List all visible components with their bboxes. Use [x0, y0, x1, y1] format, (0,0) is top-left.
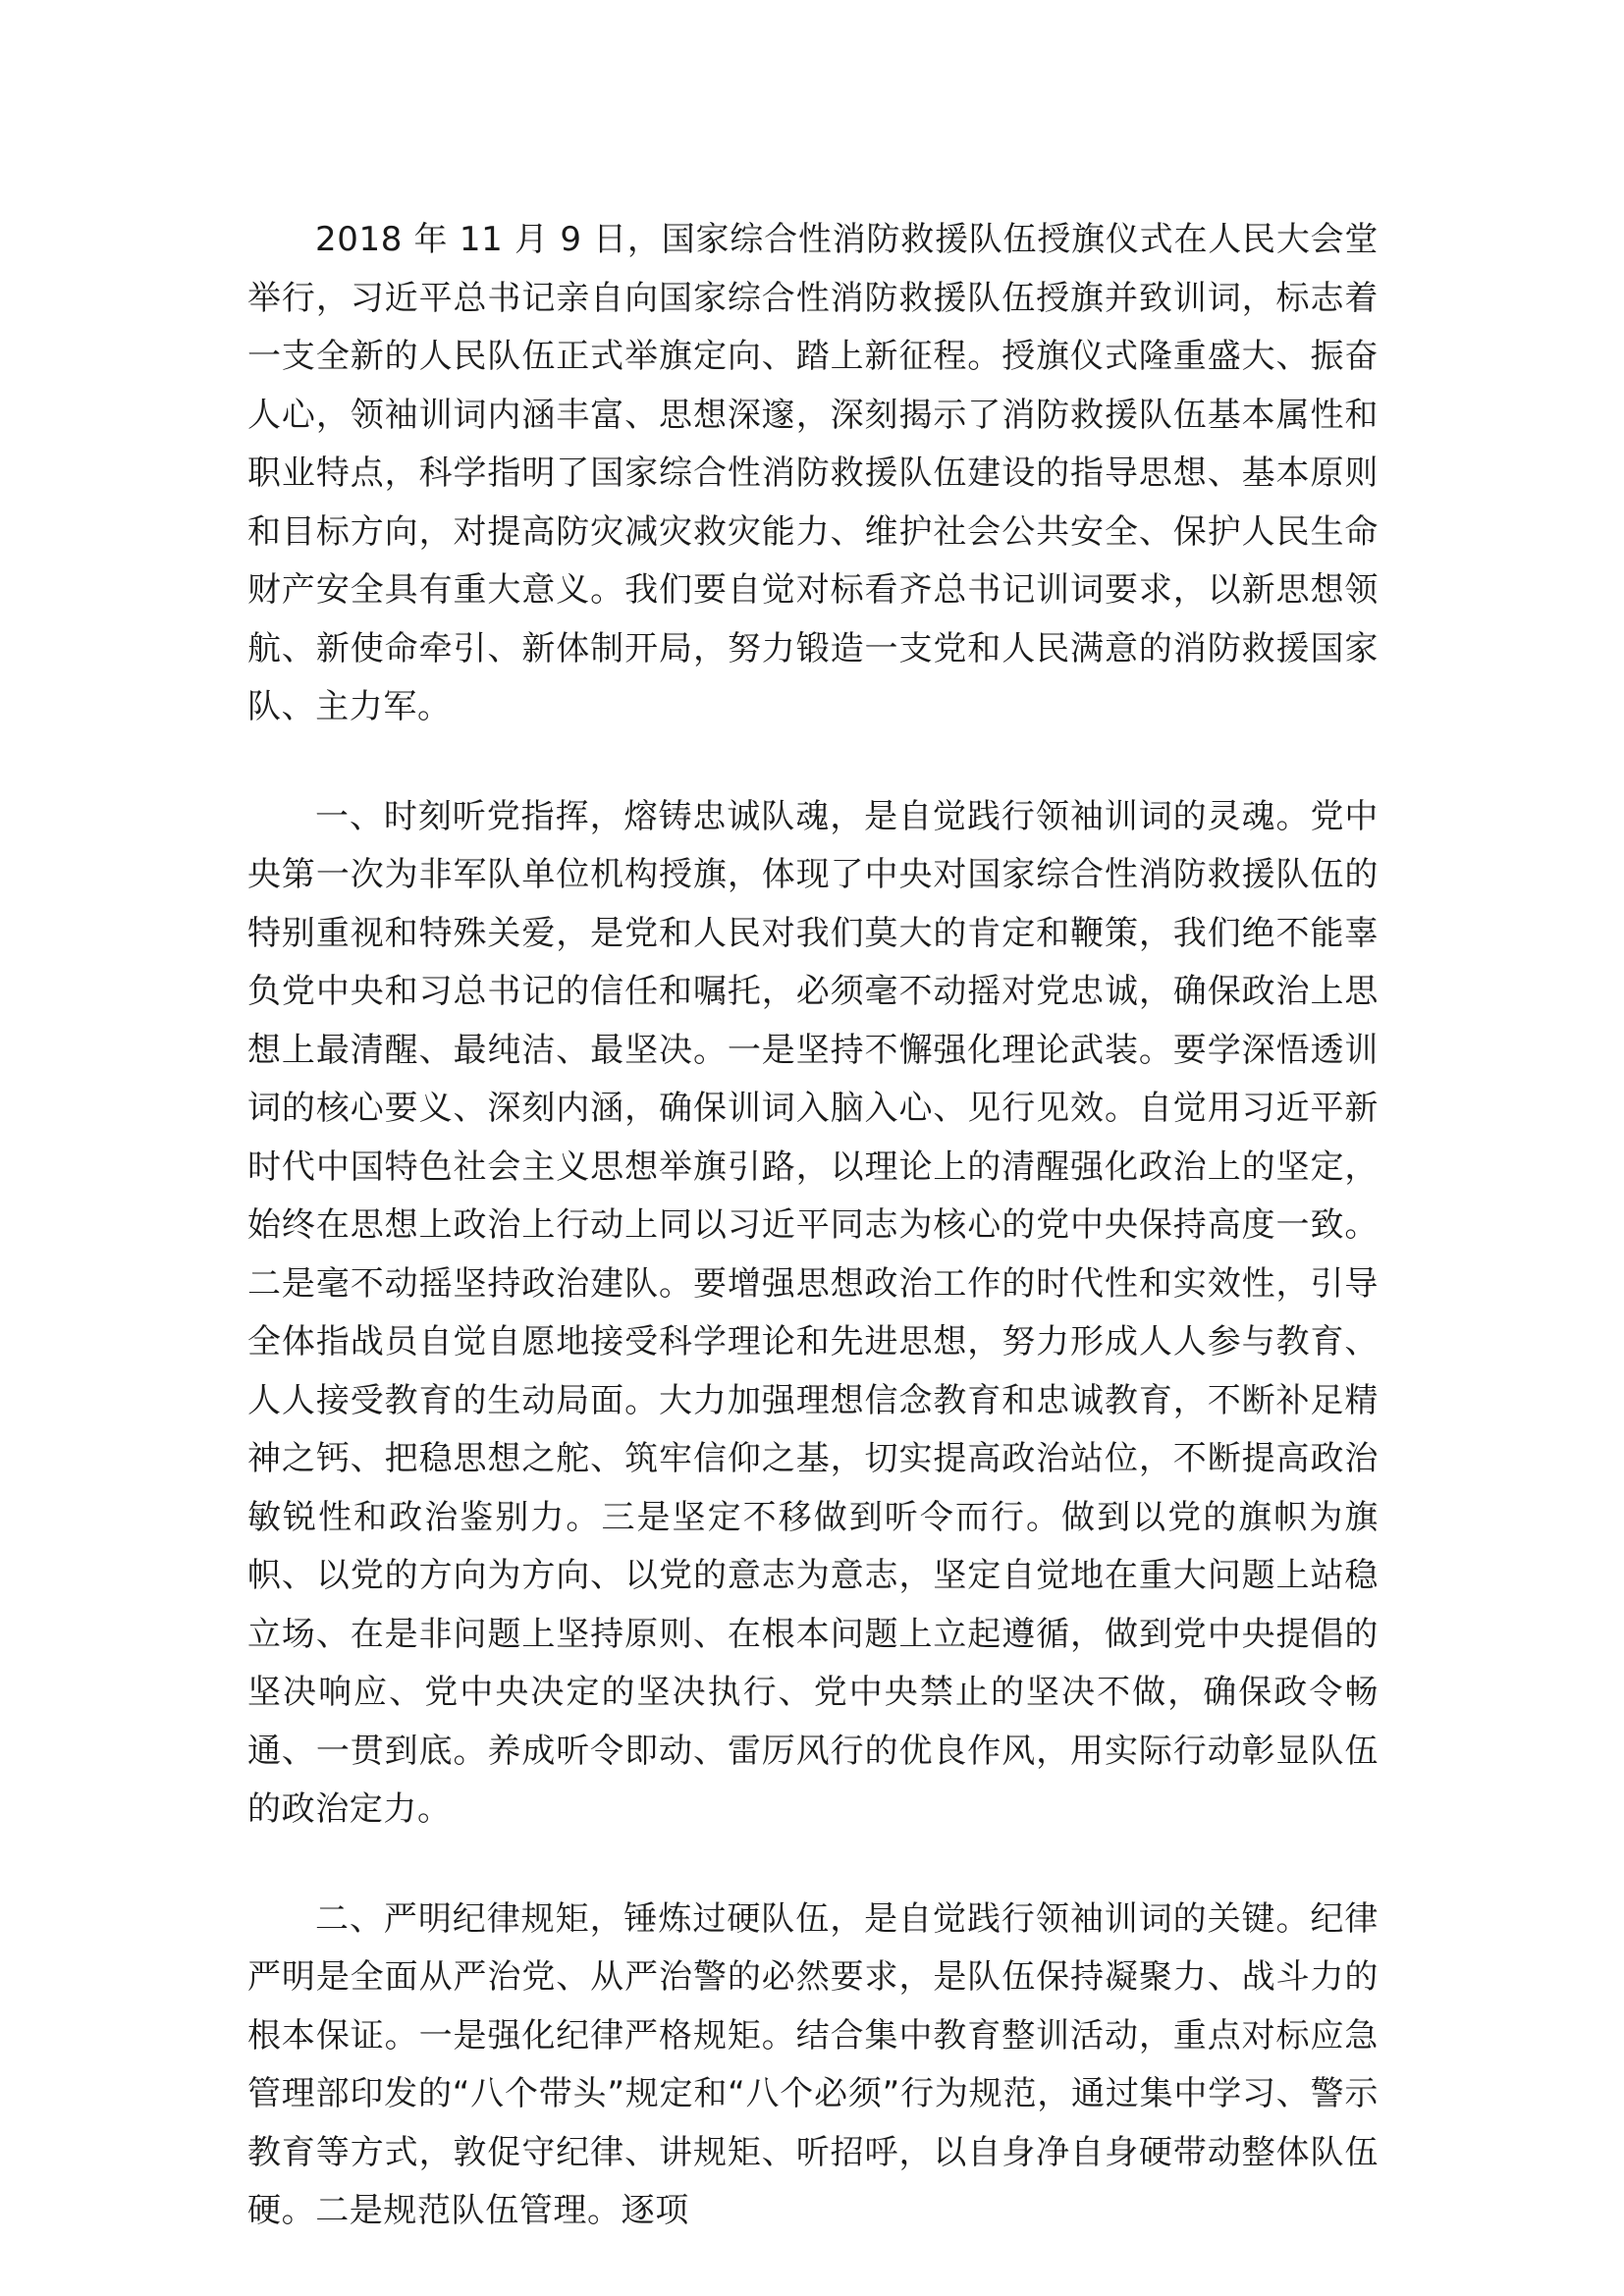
body-text — [247, 211, 1379, 2292]
paragraph-section-2: 二、严明纪律规矩，锤炼过硬队伍，是自觉践行领袖训词的关键。纪律严明是全面从严治党、从严治警的必然要求，是队伍保持凝聚力、战斗力的根本保证。一是强化纪律严格规矩。结合集中教育整训活动，重点对标应急管理部印发的“八个带头”规定和“八个必须”行为规范，通过集中学习、警示教育等方式，敦促守纪律、讲规矩、听招呼，以自身净自身硬带动整体队伍硬。二是规范队伍管理。逐项 — [247, 1898, 1379, 2230]
paragraph-section-1: 一、时刻听党指挥，熔铸忠诚队魂，是自觉践行领袖训词的灵魂。党中央第一次为非军队单位机构授旗，体现了中央对国家综合性消防救援队伍的特别重视和特殊关爱，是党和人民对我们莫大的肯定和鞭策，我们绝不能辜负党中央和习总书记的信任和嘱托，必须毫不动摇对党忠诚，确保政治上思想上最清醒、最纯洁、最坚决。一是坚持不懈强化理论武装。要学深悟透训词的核心要义、深刻内涵，确保训词入脑入心、见行见效。自觉用习近平新时代中国特色社会主义思想举旗引路，以理论上的清醒强化政治上的坚定，始终在思想上政治上行动上同以习近平同志为核心的党中央保持高度一致。二是毫不动摇坚持政治建队。要增强思想政治工作的时代性和实效性，引导全体指战员自觉自愿地接受科学理论和先进思想，努力形成人人参与教育、人人接受教育的生动局面。大力加强理想信念教育和忠诚教育，不断补足精神之钙、把稳思想之舵、筑牢信仰之基，切实提高政治站位，不断提高政治敏锐性和政治鉴别力。三是坚定不移做到听令而行。做到以党的旗帜为旗帜、以党的方向为方向、以党的意志为意志，坚定自觉地在重大问题上站稳立场、在是非问题上坚持原则、在根本问题上立起遵循，做到党中央提倡的坚决响应、党中央决定的坚决执行、党中央禁止的坚决不做，确保政令畅通、一贯到底。养成听令即动、雷厉风行的优良作风，用实际行动彰显队伍的政治定力。 — [247, 796, 1379, 1829]
paragraph-intro: 2018 年 11 月 9 日，国家综合性消防救援队伍授旗仪式在人民大会堂举行，习近平总书记亲自向国家综合性消防救援队伍授旗并致训词，标志着一支全新的人民队伍正式举旗定向、踏上新征程。授旗仪式隆重盛大、振奋人心，领袖训词内涵丰富、思想深邃，深刻揭示了消防救援队伍基本属性和职业特点，科学指明了国家综合性消防救援队伍建设的指导思想、基本原则和目标方向，对提高防灾减灾救灾能力、维护社会公共安全、保护人民生命财产安全具有重大意义。我们要自觉对标看齐总书记训词要求，以新思想领航、新使命牵引、新体制开局，努力锻造一支党和人民满意的消防救援国家队、主力军。 — [247, 220, 1379, 726]
